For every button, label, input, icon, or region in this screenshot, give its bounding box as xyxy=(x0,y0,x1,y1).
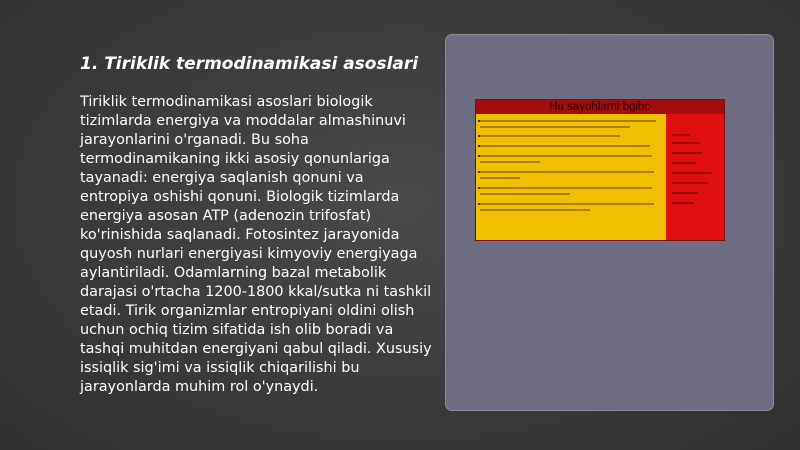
blurred-text-line xyxy=(480,126,630,128)
blurred-text-line xyxy=(480,177,520,179)
blurred-text-line xyxy=(672,182,708,184)
blurred-text-line xyxy=(480,155,652,157)
blurred-text-line xyxy=(480,161,540,163)
embedded-bullet-panel xyxy=(476,114,666,241)
blurred-text-line xyxy=(672,162,696,164)
blurred-text-line xyxy=(480,203,654,205)
embedded-slide-image xyxy=(475,99,725,241)
blurred-text-line xyxy=(480,145,650,147)
slide-body-text: Tiriklik termodinamikasi asoslari biologik tizimlarda energiya va moddalar almashinuvi jarayonlarini o'rganadi. Bu soha termodinamikaning ikki asosiy qonunlariga tayanadi: energiya saqlanish qonuni va entropiya oshishi qonuni. Biologik tizimlarda energiya asosan ATP (adenozin trifosfat) ko'rinishida saqlanadi. Fotosintez jarayonida quyosh nurlari energiyasi kimyoviy energiyaga aylantiriladi. Odamlarning bazal metabolik darajasi o'rtacha 1200-1800 kkal/sutka ni tashkil etadi. Tirik organizmlar entropiyani oldini olish uchun ochiq tizim sifatida ish olib boradi va tashqi muhitdan energiyani qabul qiladi. Xususiy issiqlik sig'imi va issiqlik chiqarilishi bu jarayonlarda muhim rol o'ynaydi. xyxy=(80,94,432,395)
blurred-text-line xyxy=(480,187,652,189)
blurred-text-line xyxy=(672,142,700,144)
blurred-text-line xyxy=(480,209,590,211)
blurred-text-line xyxy=(480,171,654,173)
blurred-text-line xyxy=(672,202,694,204)
blurred-text-line xyxy=(480,193,570,195)
blurred-text-line xyxy=(480,120,656,122)
blurred-text-line xyxy=(672,152,702,154)
blurred-text-line xyxy=(480,135,620,137)
blurred-text-line xyxy=(672,172,712,174)
embedded-side-panel xyxy=(666,114,725,241)
blurred-text-line xyxy=(672,192,698,194)
embedded-slide-header: Hu sayohlarni bgibo xyxy=(476,100,724,114)
slide-title: 1. Tiriklik termodinamikasi asoslari xyxy=(80,54,419,74)
blurred-text-line xyxy=(672,134,690,136)
